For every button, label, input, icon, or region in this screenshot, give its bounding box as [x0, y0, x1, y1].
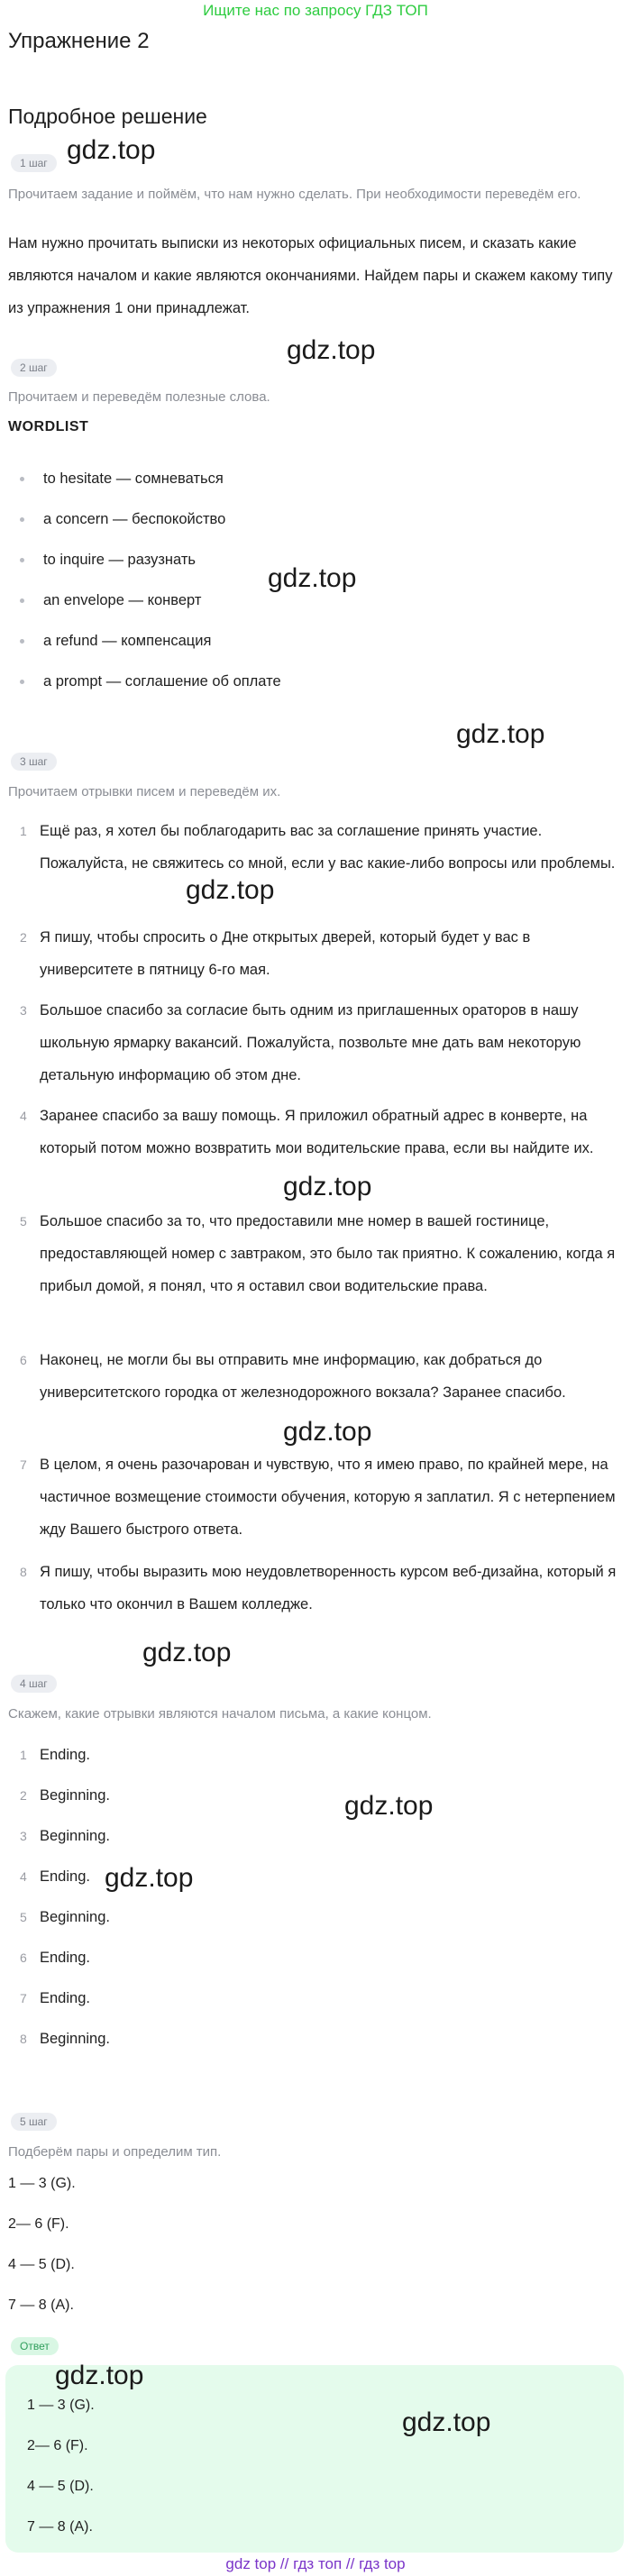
watermark: gdz.top [268, 563, 357, 593]
bottom-link-bar[interactable]: gdz top // гдз топ // гдз top [225, 2555, 406, 2572]
step-5-badge: 5 шаг [11, 2113, 57, 2131]
answer-line: 2— 6 (F). [27, 2438, 88, 2453]
answer-box [5, 2365, 624, 2553]
step-3-hint: Прочитаем отрывки писем и переведём их. [8, 784, 281, 799]
answer-item: Beginning. [40, 1909, 110, 1925]
step-1-hint: Прочитаем задание и поймём, что нам нужно сделать. При необходимости переведём его. [8, 187, 581, 202]
watermark: gdz.top [186, 875, 275, 905]
list-number: 3 [20, 1829, 27, 1843]
answer-item: Beginning. [40, 2031, 110, 2047]
page-title: Упражнение 2 [8, 29, 150, 53]
step-1-badge: 1 шаг [11, 154, 57, 172]
wordlist-item: to inquire — разузнать [22, 550, 196, 570]
pair-line: 7 — 8 (A). [8, 2297, 74, 2313]
answer-item: Beginning. [40, 1828, 110, 1844]
pair-line: 1 — 3 (G). [8, 2176, 76, 2191]
letter-fragment: Наконец, не могли бы вы отправить мне информацию, как добраться до университетского городка от железнодорожного вокзала? Заранее спасибо. [40, 1352, 566, 1401]
wordlist-item: an envelope — конверт [22, 590, 201, 610]
list-number: 8 [20, 1565, 27, 1579]
list-number: 6 [20, 1950, 27, 1965]
list-number: 4 [20, 1869, 27, 1884]
step-4-hint: Скажем, какие отрывки являются началом письма, а какие концом. [8, 1706, 432, 1722]
list-number: 6 [20, 1353, 27, 1367]
step-3-badge: 3 шаг [11, 753, 57, 771]
wordlist-title: WORDLIST [8, 419, 89, 434]
wordlist-item: a refund — компенсация [22, 631, 211, 651]
wordlist-item: a prompt — соглашение об оплате [22, 671, 281, 691]
watermark: gdz.top [402, 2407, 491, 2437]
watermark: gdz.top [105, 1863, 194, 1893]
list-number: 4 [20, 1109, 27, 1123]
list-number: 7 [20, 1991, 27, 2005]
wordlist-item: a concern — беспокойство [22, 509, 225, 529]
list-number: 8 [20, 2032, 27, 2046]
watermark: gdz.top [67, 135, 156, 165]
letter-fragment: Я пишу, чтобы выразить мою неудовлетворенность курсом веб-дизайна, который я только что окончил в Вашем колледже. [40, 1564, 617, 1612]
letter-fragment: Ещё раз, я хотел бы поблагодарить вас за соглашение принять участие. Пожалуйста, не свяжитесь со мной, если у вас какие-либо вопросы или проблемы. [40, 823, 616, 872]
step-2-hint: Прочитаем и переведём полезные слова. [8, 389, 270, 405]
step-2-badge: 2 шаг [11, 359, 57, 377]
letter-fragment: Большое спасибо за согласие быть одним из приглашенных ораторов в нашу школьную ярмарку вакансий. Пожалуйста, позвольте мне дать вам некоторую детальную информацию об этом дне. [40, 1002, 581, 1083]
list-number: 1 [20, 824, 27, 838]
step-4-badge: 4 шаг [11, 1675, 57, 1693]
list-number: 5 [20, 1214, 27, 1229]
watermark: gdz.top [55, 2361, 144, 2390]
step-1-text: Нам нужно прочитать выписки из некоторых официальных писем, и сказать какие являются началом и какие являются окончаниями. Найдем пары и скажем какому типу из упражнения 1 они принадлежат. [8, 235, 613, 316]
section-title: Подробное решение [8, 105, 207, 128]
answer-line: 7 — 8 (A). [27, 2519, 93, 2535]
list-number: 2 [20, 930, 27, 945]
list-number: 1 [20, 1748, 27, 1762]
watermark: gdz.top [344, 1791, 434, 1821]
pair-line: 2— 6 (F). [8, 2216, 69, 2232]
answer-item: Ending. [40, 1747, 90, 1763]
answer-line: 1 — 3 (G). [27, 2398, 95, 2413]
watermark: gdz.top [283, 1172, 372, 1201]
answer-line: 4 — 5 (D). [27, 2479, 94, 2494]
letter-fragment: Заранее спасибо за вашу помощь. Я приложил обратный адрес в конверте, на который потом можно возвратить мои водительские права, если вы найдите их. [40, 1108, 594, 1156]
list-number: 7 [20, 1457, 27, 1472]
answer-badge: Ответ [11, 2337, 59, 2355]
letter-fragment: Большое спасибо за то, что предоставили мне номер в вашей гостинице, предоставляющей номер с завтраком, это было так приятно. К сожалению, когда я прибыл домой, я понял, что я оставил свои водительские права. [40, 1213, 616, 1294]
watermark: gdz.top [456, 719, 545, 749]
wordlist-item: to hesitate — сомневаться [22, 469, 224, 489]
watermark: gdz.top [142, 1638, 232, 1667]
top-banner[interactable]: Ищите нас по запросу ГДЗ ТОП [203, 2, 428, 19]
watermark: gdz.top [283, 1417, 372, 1447]
list-number: 2 [20, 1788, 27, 1803]
letter-fragment: Я пишу, чтобы спросить о Дне открытых дверей, который будет у вас в университете в пятницу 6-го мая. [40, 929, 531, 978]
watermark: gdz.top [287, 335, 376, 365]
answer-item: Ending. [40, 1868, 90, 1885]
pair-line: 4 — 5 (D). [8, 2257, 75, 2272]
letter-fragment: В целом, я очень разочарован и чувствую, что я имею право, по крайней мере, на частичное возмещение стоимости обучения, которую я заплатил. Я с нетерпением жду Вашего быстрого ответа. [40, 1457, 616, 1538]
list-number: 5 [20, 1910, 27, 1924]
list-number: 3 [20, 1003, 27, 1018]
answer-item: Ending. [40, 1990, 90, 2006]
answer-item: Beginning. [40, 1787, 110, 1804]
step-5-hint: Подберём пары и определим тип. [8, 2144, 222, 2160]
answer-item: Ending. [40, 1950, 90, 1966]
